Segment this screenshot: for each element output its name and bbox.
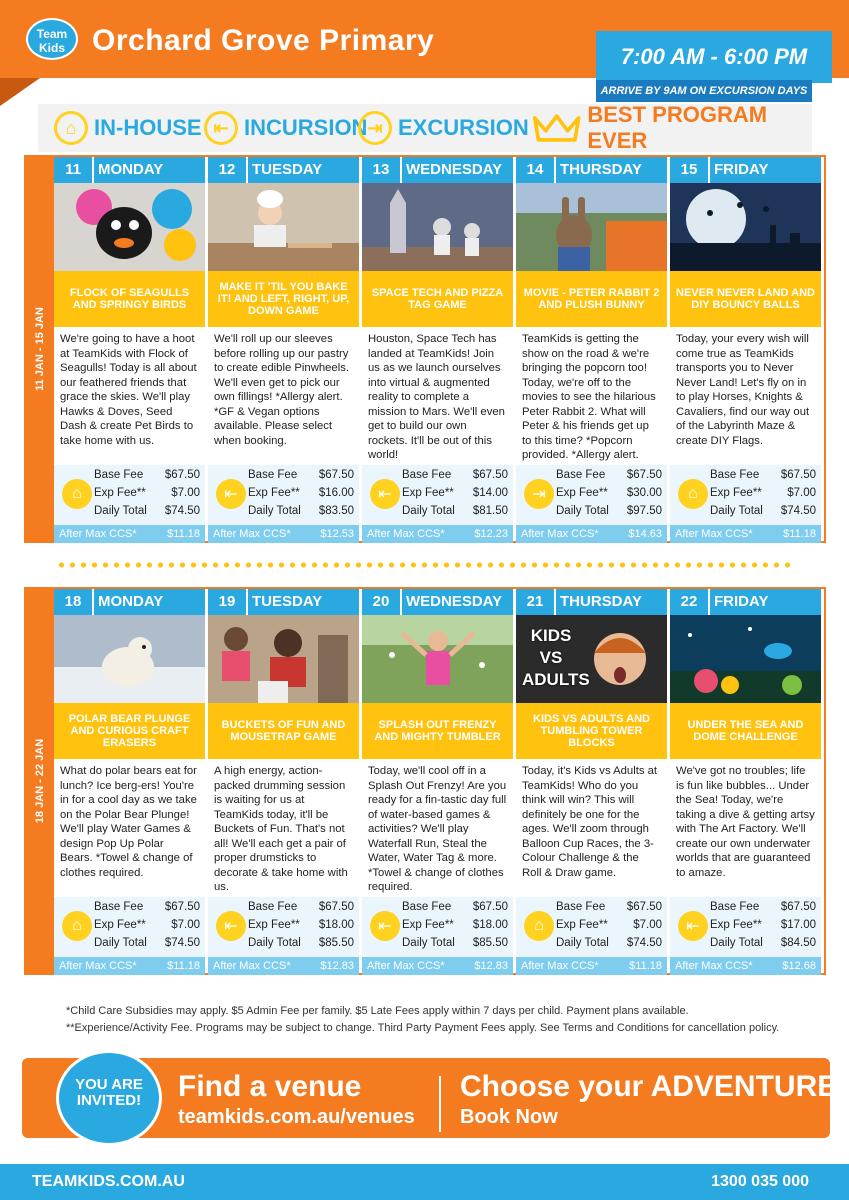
fee-box bbox=[54, 465, 205, 525]
house-icon: ⌂ bbox=[524, 911, 554, 941]
ccs-label: After Max CCS* bbox=[675, 960, 753, 972]
exp-fee-value: $18.00 bbox=[472, 919, 508, 931]
incursion-icon: ⇤ bbox=[204, 111, 238, 145]
ccs-row bbox=[208, 525, 359, 543]
activity-title: POLAR BEAR PLUNGE AND CURIOUS CRAFT ERASERS bbox=[54, 703, 205, 759]
day-number: 20 bbox=[372, 593, 390, 610]
day-name: MONDAY bbox=[92, 589, 205, 615]
day-number: 14 bbox=[526, 161, 544, 178]
day-name: FRIDAY bbox=[708, 157, 821, 183]
day-card[interactable] bbox=[516, 157, 667, 541]
footer-website-link[interactable]: TEAMKIDS.COM.AU bbox=[32, 1173, 185, 1190]
week-2 bbox=[24, 587, 826, 975]
ccs-label: After Max CCS* bbox=[521, 528, 599, 540]
activity-title: KIDS VS ADULTS AND TUMBLING TOWER BLOCKS bbox=[516, 703, 667, 759]
daily-total-label: Daily Total bbox=[556, 937, 609, 949]
house-icon: ⌂ bbox=[678, 479, 708, 509]
fee-box bbox=[208, 897, 359, 957]
daily-total-value: $85.50 bbox=[472, 937, 508, 949]
activity-description: We'll roll up our sleeves before rolling up our pastry to create edible Pinwheels. We'll even get to pick our own fillings! *Allergy alert. *GF & Vegan options available. Please select when booking. bbox=[214, 333, 350, 447]
base-fee-value: $67.50 bbox=[626, 901, 662, 913]
exp-fee-label: Exp Fee** bbox=[94, 919, 146, 931]
activity-description: We're going to have a hoot at TeamKids with Flock of Seagulls! Today is all about our feathered friends that grace the skies. We'll play Hawks & Doves, Seed Dash & create Pet Birds to take home with us. bbox=[60, 333, 197, 447]
daily-total-value: $74.50 bbox=[780, 505, 816, 517]
base-fee-value: $67.50 bbox=[472, 469, 508, 481]
exp-fee-value: $30.00 bbox=[626, 487, 662, 499]
exp-fee-label: Exp Fee** bbox=[710, 919, 762, 931]
exp-fee-value: $14.00 bbox=[472, 487, 508, 499]
base-fee-value: $67.50 bbox=[318, 469, 354, 481]
base-fee-label: Base Fee bbox=[94, 469, 144, 481]
ccs-row bbox=[516, 957, 667, 975]
legend-incursion bbox=[204, 104, 367, 152]
ccs-value: $11.18 bbox=[167, 528, 200, 540]
fee-box bbox=[670, 465, 821, 525]
week-1 bbox=[24, 155, 826, 543]
base-fee-label: Base Fee bbox=[556, 901, 606, 913]
daily-total-value: $97.50 bbox=[626, 505, 662, 517]
ccs-row bbox=[54, 525, 205, 543]
incursion-icon: ⇤ bbox=[370, 911, 400, 941]
day-number: 22 bbox=[680, 593, 698, 610]
day-name: THURSDAY bbox=[554, 157, 667, 183]
daily-total-label: Daily Total bbox=[94, 937, 147, 949]
day-name: MONDAY bbox=[92, 157, 205, 183]
exp-fee-value: $7.00 bbox=[787, 487, 816, 499]
base-fee-label: Base Fee bbox=[248, 901, 298, 913]
base-fee-value: $67.50 bbox=[626, 469, 662, 481]
daily-total-value: $83.50 bbox=[318, 505, 354, 517]
header-fold bbox=[0, 78, 40, 106]
ccs-label: After Max CCS* bbox=[367, 528, 445, 540]
ccs-label: After Max CCS* bbox=[213, 528, 291, 540]
daily-total-label: Daily Total bbox=[710, 937, 763, 949]
ccs-label: After Max CCS* bbox=[213, 960, 291, 972]
teamkids-logo[interactable]: Team Kids bbox=[26, 18, 78, 60]
week-label: 18 JAN - 22 JAN bbox=[26, 589, 54, 973]
school-name: Orchard Grove Primary bbox=[92, 24, 435, 57]
legend-label: INCURSION bbox=[244, 115, 368, 140]
week-label: 11 JAN - 15 JAN bbox=[26, 157, 54, 541]
base-fee-label: Base Fee bbox=[402, 901, 452, 913]
base-fee-label: Base Fee bbox=[94, 901, 144, 913]
ccs-label: After Max CCS* bbox=[59, 528, 137, 540]
ccs-value: $11.18 bbox=[167, 960, 200, 972]
activity-photo-rabbit bbox=[516, 183, 667, 271]
daily-total-label: Daily Total bbox=[94, 505, 147, 517]
exp-fee-value: $7.00 bbox=[633, 919, 662, 931]
day-name: TUESDAY bbox=[246, 589, 359, 615]
exp-fee-label: Exp Fee** bbox=[556, 487, 608, 499]
house-icon: ⌂ bbox=[54, 111, 88, 145]
daily-total-label: Daily Total bbox=[248, 505, 301, 517]
daily-total-label: Daily Total bbox=[402, 937, 455, 949]
activity-title: MAKE IT 'TIL YOU BAKE IT! AND LEFT, RIGHT, UP, DOWN GAME bbox=[208, 271, 359, 327]
legend-excursion bbox=[358, 104, 529, 152]
day-number: 12 bbox=[218, 161, 236, 178]
base-fee-value: $67.50 bbox=[318, 901, 354, 913]
exp-fee-label: Exp Fee** bbox=[94, 487, 146, 499]
exp-fee-value: $18.00 bbox=[318, 919, 354, 931]
find-venue-link[interactable]: teamkids.com.au/venues bbox=[178, 1106, 415, 1128]
ccs-value: $12.23 bbox=[474, 528, 508, 540]
activity-description: Today, we'll cool off in a Splash Out Frenzy! Are you ready for a fin-tastic day full of water-based games & activities? We'll play Waterfall Run, Steal the Water, Water Tag & more. *Towel & change of clothes required. bbox=[368, 765, 507, 893]
daily-total-label: Daily Total bbox=[248, 937, 301, 949]
footer-phone[interactable]: 1300 035 000 bbox=[711, 1173, 809, 1190]
activity-title: MOVIE - PETER RABBIT 2 AND PLUSH BUNNY bbox=[516, 271, 667, 327]
day-card[interactable] bbox=[54, 157, 205, 541]
ccs-row bbox=[362, 525, 513, 543]
base-fee-label: Base Fee bbox=[402, 469, 452, 481]
footnote: **Experience/Activity Fee. Programs may be subject to change. Third Party Payment Fees apply. See Terms and Conditions for cancellation policy. bbox=[66, 1022, 780, 1034]
day-number: 18 bbox=[64, 593, 82, 610]
crown-icon bbox=[532, 111, 581, 145]
ccs-row bbox=[54, 957, 205, 975]
incursion-icon: ⇤ bbox=[678, 911, 708, 941]
day-name: FRIDAY bbox=[708, 589, 821, 615]
exp-fee-label: Exp Fee** bbox=[556, 919, 608, 931]
fee-box bbox=[516, 897, 667, 957]
excursion-icon: ⇥ bbox=[358, 111, 392, 145]
base-fee-label: Base Fee bbox=[710, 901, 760, 913]
activity-description: Today, your every wish will come true as TeamKids transports you to Never Never Land! Let's fly on in to play Horses, Knights & Cavaliers, find our way out of the Labyrinth Maze & create DIY Flags. bbox=[676, 333, 810, 447]
program-legend bbox=[38, 104, 812, 152]
ccs-row bbox=[208, 957, 359, 975]
ccs-value: $12.83 bbox=[320, 960, 354, 972]
house-icon: ⌂ bbox=[62, 911, 92, 941]
banner-divider bbox=[439, 1076, 441, 1132]
activity-photo-neverland bbox=[670, 183, 821, 271]
activity-title: SPACE TECH AND PIZZA TAG GAME bbox=[362, 271, 513, 327]
ccs-value: $12.53 bbox=[320, 528, 354, 540]
ccs-label: After Max CCS* bbox=[521, 960, 599, 972]
ccs-label: After Max CCS* bbox=[59, 960, 137, 972]
day-number: 13 bbox=[372, 161, 390, 178]
ccs-row bbox=[516, 525, 667, 543]
footnotes bbox=[66, 1003, 779, 1037]
daily-total-value: $85.50 bbox=[318, 937, 354, 949]
activity-photo-kids-vs-adults bbox=[516, 615, 667, 703]
kids-vs-adults-photo-text: KIDS VS ADULTS bbox=[522, 626, 590, 689]
exp-fee-label: Exp Fee** bbox=[402, 487, 454, 499]
exp-fee-value: $16.00 bbox=[318, 487, 354, 499]
activity-title: SPLASH OUT FRENZY AND MIGHTY TUMBLER bbox=[362, 703, 513, 759]
day-number: 11 bbox=[65, 161, 81, 178]
base-fee-value: $67.50 bbox=[472, 901, 508, 913]
legend-label: EXCURSION bbox=[398, 115, 529, 140]
activity-description: TeamKids is getting the show on the road & we're bringing the popcorn too! Today, we're off to the movies to see the hilarious Peter Rabbit 2. What will Peter & his friends get up to this time? *Popcorn provided. *Allergy alert. bbox=[522, 333, 656, 461]
exp-fee-value: $17.00 bbox=[780, 919, 816, 931]
arrive-note: ARRIVE BY 9AM ON EXCURSION DAYS bbox=[596, 80, 812, 102]
fee-box bbox=[208, 465, 359, 525]
exp-fee-label: Exp Fee** bbox=[710, 487, 762, 499]
daily-total-value: $74.50 bbox=[164, 505, 200, 517]
base-fee-label: Base Fee bbox=[248, 469, 298, 481]
day-name: THURSDAY bbox=[554, 589, 667, 615]
dotted-divider bbox=[56, 561, 796, 569]
footnote: *Child Care Subsidies may apply. $5 Admin Fee per family. $5 Late Fees apply within 7 days per child. Payment plans available. bbox=[66, 1005, 689, 1017]
incursion-icon: ⇤ bbox=[216, 479, 246, 509]
day-name: WEDNESDAY bbox=[400, 157, 513, 183]
activity-description: We've got no troubles; life is fun like bubbles... Under the Sea! Today, we're taking a dive & getting artsy with The Art Factory. We'll create our own underwater worlds that are guaranteed to amaze. bbox=[676, 765, 815, 879]
excursion-icon: ⇥ bbox=[524, 479, 554, 509]
activity-photo-seagull bbox=[54, 183, 205, 271]
activity-title: BUCKETS OF FUN AND MOUSETRAP GAME bbox=[208, 703, 359, 759]
base-fee-value: $67.50 bbox=[164, 901, 200, 913]
day-card[interactable] bbox=[208, 157, 359, 541]
fee-box bbox=[362, 897, 513, 957]
legend-label: BEST PROGRAM EVER bbox=[587, 102, 768, 153]
incursion-icon: ⇤ bbox=[370, 479, 400, 509]
ccs-value: $11.18 bbox=[629, 960, 662, 972]
daily-total-value: $74.50 bbox=[626, 937, 662, 949]
base-fee-label: Base Fee bbox=[556, 469, 606, 481]
choose-adventure-title: Choose your ADVENTURE! bbox=[460, 1070, 848, 1103]
activity-photo-polar-bear bbox=[54, 615, 205, 703]
fee-box bbox=[54, 897, 205, 957]
activity-title: NEVER NEVER LAND AND DIY BOUNCY BALLS bbox=[670, 271, 821, 327]
day-card[interactable] bbox=[362, 589, 513, 973]
day-number: 19 bbox=[218, 593, 236, 610]
activity-description: Houston, Space Tech has landed at TeamKids! Join us as we launch ourselves into virtual & augmented reality to complete a mission to Mars. We'll even get to build our own rockets. It'll be out of this world! bbox=[368, 333, 505, 461]
ccs-row bbox=[362, 957, 513, 975]
you-are-invited-badge: YOU ARE INVITED! bbox=[56, 1050, 162, 1146]
exp-fee-label: Exp Fee** bbox=[402, 919, 454, 931]
ccs-value: $12.83 bbox=[474, 960, 508, 972]
day-number: 21 bbox=[526, 593, 544, 610]
daily-total-value: $84.50 bbox=[780, 937, 816, 949]
ccs-row bbox=[670, 957, 821, 975]
ccs-label: After Max CCS* bbox=[367, 960, 445, 972]
day-card[interactable] bbox=[516, 589, 667, 973]
activity-description: A high energy, action-packed drumming session is waiting for us at TeamKids today, it'll be Buckets of Fun. That's not all! We'll each get a pair of proper drumsticks to decorate & take home with us. bbox=[214, 765, 348, 893]
base-fee-value: $67.50 bbox=[780, 469, 816, 481]
ccs-label: After Max CCS* bbox=[675, 528, 753, 540]
daily-total-label: Daily Total bbox=[710, 505, 763, 517]
daily-total-value: $81.50 bbox=[472, 505, 508, 517]
fee-box bbox=[362, 465, 513, 525]
day-card[interactable] bbox=[54, 589, 205, 973]
base-fee-value: $67.50 bbox=[780, 901, 816, 913]
daily-total-value: $74.50 bbox=[164, 937, 200, 949]
find-venue-title[interactable]: Find a venue bbox=[178, 1070, 362, 1103]
day-number: 15 bbox=[680, 161, 698, 178]
day-name: WEDNESDAY bbox=[400, 589, 513, 615]
exp-fee-value: $7.00 bbox=[171, 919, 200, 931]
activity-description: Today, it's Kids vs Adults at TeamKids! Who do you think will win? This will definitely be one for the ages. We'll zoom through Balloon Cup Races, the 3-Colour Challenge & the Roll & Draw game. bbox=[522, 765, 658, 879]
hours-banner: 7:00 AM - 6:00 PM bbox=[596, 31, 832, 83]
ccs-value: $14.63 bbox=[628, 528, 662, 540]
fee-box bbox=[516, 465, 667, 525]
exp-fee-label: Exp Fee** bbox=[248, 487, 300, 499]
daily-total-label: Daily Total bbox=[402, 505, 455, 517]
activity-title: UNDER THE SEA AND DOME CHALLENGE bbox=[670, 703, 821, 759]
activity-title: FLOCK OF SEAGULLS AND SPRINGY BIRDS bbox=[54, 271, 205, 327]
day-card[interactable] bbox=[670, 589, 821, 973]
ccs-value: $12.68 bbox=[782, 960, 816, 972]
base-fee-value: $67.50 bbox=[164, 469, 200, 481]
legend-best-program bbox=[532, 104, 812, 152]
day-name: TUESDAY bbox=[246, 157, 359, 183]
exp-fee-value: $7.00 bbox=[171, 487, 200, 499]
ccs-value: $11.18 bbox=[783, 528, 816, 540]
activity-description: What do polar bears eat for lunch? Ice berg-ers! You're in for a cool day as we take on the Polar Bear Plunge! We'll play Water Games & design Pop Up Polar Bears. *Towel & change of clothes required. bbox=[60, 765, 197, 879]
activity-photo-splash bbox=[362, 615, 513, 703]
legend-label: IN-HOUSE bbox=[94, 115, 202, 140]
activity-photo-drums bbox=[208, 615, 359, 703]
fee-box bbox=[670, 897, 821, 957]
day-card[interactable] bbox=[670, 157, 821, 541]
house-icon: ⌂ bbox=[62, 479, 92, 509]
daily-total-label: Daily Total bbox=[556, 505, 609, 517]
legend-in-house bbox=[54, 104, 202, 152]
activity-photo-under-sea bbox=[670, 615, 821, 703]
activity-photo-baking bbox=[208, 183, 359, 271]
exp-fee-label: Exp Fee** bbox=[248, 919, 300, 931]
day-card[interactable] bbox=[362, 157, 513, 541]
base-fee-label: Base Fee bbox=[710, 469, 760, 481]
activity-photo-space bbox=[362, 183, 513, 271]
book-now-link[interactable]: Book Now bbox=[460, 1106, 558, 1128]
ccs-row bbox=[670, 525, 821, 543]
incursion-icon: ⇤ bbox=[216, 911, 246, 941]
day-card[interactable] bbox=[208, 589, 359, 973]
